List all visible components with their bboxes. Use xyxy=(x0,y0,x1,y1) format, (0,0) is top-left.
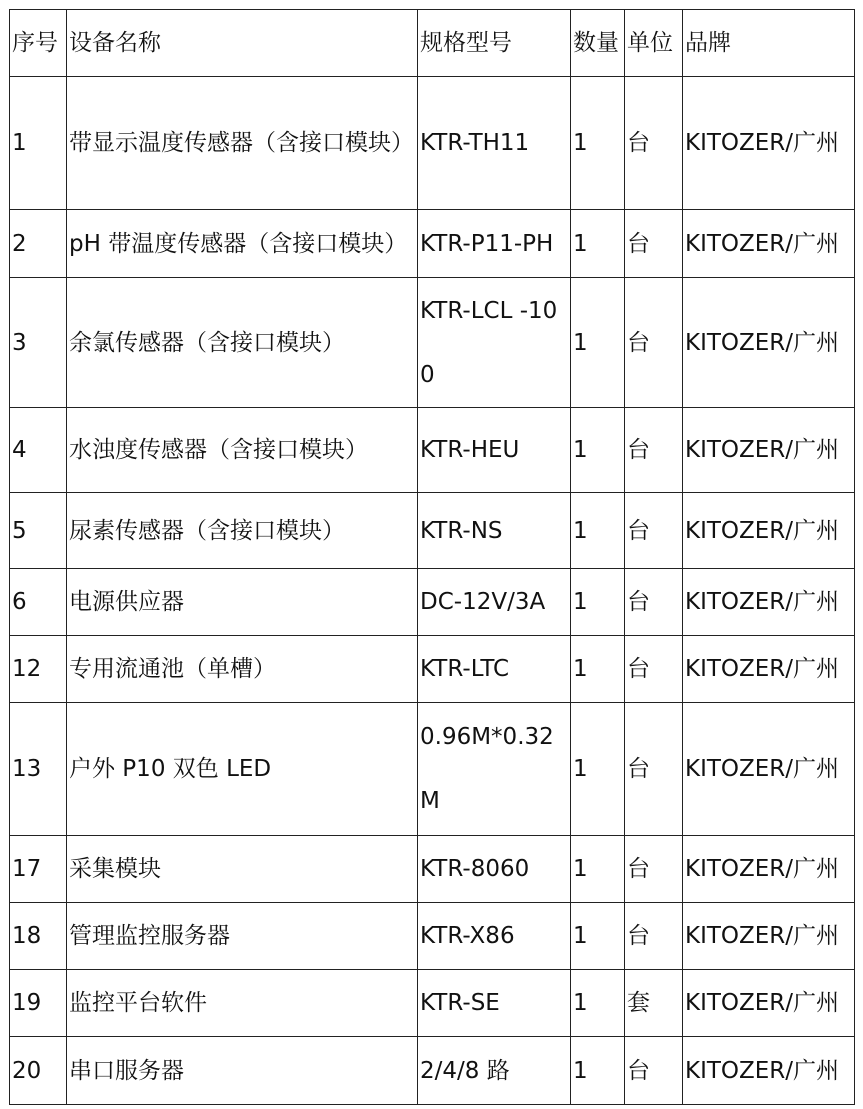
cell-model: 2/4/8 路 xyxy=(418,1037,571,1105)
table-row xyxy=(10,569,855,636)
cell-unit: 台 xyxy=(625,210,683,278)
equipment-table-body xyxy=(10,10,855,1105)
table-row xyxy=(10,836,855,903)
cell-name: 户外 P10 双色 LED xyxy=(67,703,418,836)
table-row xyxy=(10,1037,855,1105)
cell-name: 监控平台软件 xyxy=(67,970,418,1037)
cell-unit: 套 xyxy=(625,970,683,1037)
cell-brand: KITOZER/广州 xyxy=(683,836,855,903)
cell-name: 串口服务器 xyxy=(67,1037,418,1105)
cell-model: DC-12V/3A xyxy=(418,569,571,636)
table-row xyxy=(10,278,855,408)
cell-brand: KITOZER/广州 xyxy=(683,493,855,569)
cell-unit: 台 xyxy=(625,278,683,408)
cell-unit: 台 xyxy=(625,903,683,970)
cell-qty: 1 xyxy=(571,970,625,1037)
cell-brand: KITOZER/广州 xyxy=(683,210,855,278)
cell-no: 4 xyxy=(10,408,67,493)
cell-brand: KITOZER/广州 xyxy=(683,703,855,836)
cell-brand: KITOZER/广州 xyxy=(683,77,855,210)
cell-name: 电源供应器 xyxy=(67,569,418,636)
cell-name: 带显示温度传感器（含接口模块） xyxy=(67,77,418,210)
cell-name: 尿素传感器（含接口模块） xyxy=(67,493,418,569)
table-row xyxy=(10,903,855,970)
cell-model: KTR-SE xyxy=(418,970,571,1037)
cell-name: 余氯传感器（含接口模块） xyxy=(67,278,418,408)
cell-qty: 1 xyxy=(571,1037,625,1105)
cell-no: 5 xyxy=(10,493,67,569)
header-cell-model: 规格型号 xyxy=(418,10,571,77)
cell-name: 专用流通池（单槽） xyxy=(67,636,418,703)
cell-model: KTR-P11-PH xyxy=(418,210,571,278)
cell-brand: KITOZER/广州 xyxy=(683,636,855,703)
header-cell-no: 序号 xyxy=(10,10,67,77)
cell-unit: 台 xyxy=(625,569,683,636)
table-row xyxy=(10,210,855,278)
cell-brand: KITOZER/广州 xyxy=(683,278,855,408)
cell-no: 20 xyxy=(10,1037,67,1105)
cell-no: 1 xyxy=(10,77,67,210)
cell-unit: 台 xyxy=(625,408,683,493)
cell-model: 0.96M*0.32M xyxy=(418,703,571,836)
cell-qty: 1 xyxy=(571,703,625,836)
cell-qty: 1 xyxy=(571,77,625,210)
table-row xyxy=(10,408,855,493)
header-cell-name: 设备名称 xyxy=(67,10,418,77)
cell-brand: KITOZER/广州 xyxy=(683,569,855,636)
table-row xyxy=(10,636,855,703)
header-cell-unit: 单位 xyxy=(625,10,683,77)
cell-no: 6 xyxy=(10,569,67,636)
header-row xyxy=(10,10,855,77)
table-row xyxy=(10,493,855,569)
cell-qty: 1 xyxy=(571,278,625,408)
header-cell-brand: 品牌 xyxy=(683,10,855,77)
cell-model: KTR-NS xyxy=(418,493,571,569)
cell-name: 水浊度传感器（含接口模块） xyxy=(67,408,418,493)
cell-name: 管理监控服务器 xyxy=(67,903,418,970)
table-row xyxy=(10,703,855,836)
cell-name: pH 带温度传感器（含接口模块） xyxy=(67,210,418,278)
cell-brand: KITOZER/广州 xyxy=(683,1037,855,1105)
cell-no: 19 xyxy=(10,970,67,1037)
cell-unit: 台 xyxy=(625,703,683,836)
cell-unit: 台 xyxy=(625,493,683,569)
cell-model: KTR-LTC xyxy=(418,636,571,703)
cell-qty: 1 xyxy=(571,903,625,970)
cell-brand: KITOZER/广州 xyxy=(683,970,855,1037)
cell-unit: 台 xyxy=(625,77,683,210)
cell-qty: 1 xyxy=(571,210,625,278)
cell-no: 18 xyxy=(10,903,67,970)
cell-no: 3 xyxy=(10,278,67,408)
cell-brand: KITOZER/广州 xyxy=(683,903,855,970)
cell-no: 12 xyxy=(10,636,67,703)
cell-no: 17 xyxy=(10,836,67,903)
cell-qty: 1 xyxy=(571,836,625,903)
equipment-table xyxy=(9,9,855,1105)
cell-unit: 台 xyxy=(625,636,683,703)
cell-model: KTR-8060 xyxy=(418,836,571,903)
cell-model: KTR-TH11 xyxy=(418,77,571,210)
cell-no: 2 xyxy=(10,210,67,278)
header-cell-qty: 数量 xyxy=(571,10,625,77)
table-row xyxy=(10,77,855,210)
cell-qty: 1 xyxy=(571,493,625,569)
cell-unit: 台 xyxy=(625,836,683,903)
cell-qty: 1 xyxy=(571,636,625,703)
cell-model: KTR-HEU xyxy=(418,408,571,493)
cell-name: 采集模块 xyxy=(67,836,418,903)
table-row xyxy=(10,970,855,1037)
cell-model: KTR-LCL -100 xyxy=(418,278,571,408)
cell-no: 13 xyxy=(10,703,67,836)
cell-qty: 1 xyxy=(571,408,625,493)
cell-brand: KITOZER/广州 xyxy=(683,408,855,493)
cell-unit: 台 xyxy=(625,1037,683,1105)
cell-model: KTR-X86 xyxy=(418,903,571,970)
cell-qty: 1 xyxy=(571,569,625,636)
